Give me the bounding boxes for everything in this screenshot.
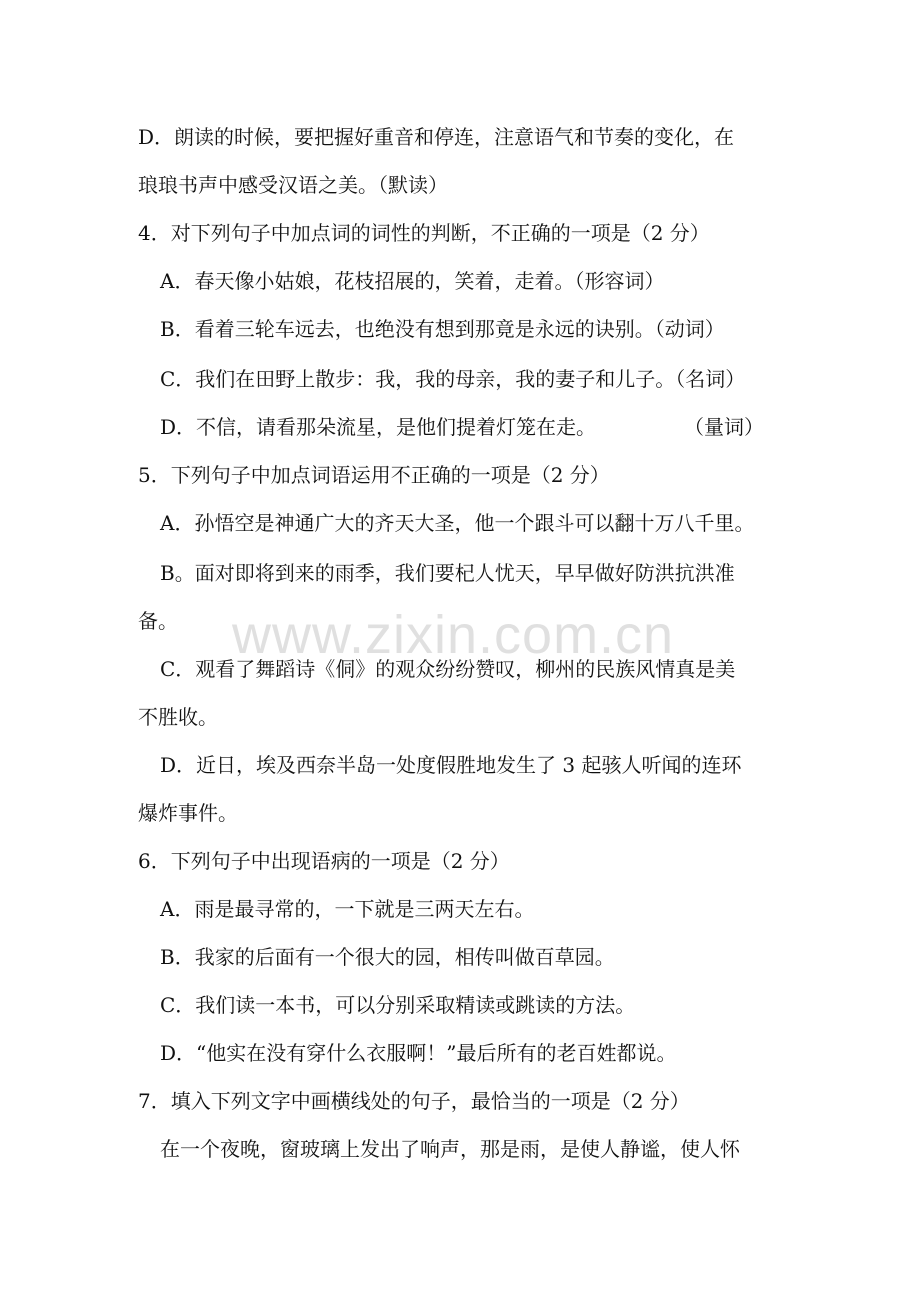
q6-option-d: D．“他实在没有穿什么衣服啊！”最后所有的老百姓都说。 — [160, 1041, 677, 1065]
q5-option-b-line-2: 备。 — [138, 609, 178, 633]
question-7-stem: 7．填入下列文字中画横线处的句子，最恰当的一项是（2 分） — [138, 1089, 690, 1113]
option-d-line-2: 琅琅书声中感受汉语之美。（默读） — [138, 173, 448, 197]
question-4-stem: 4．对下列句子中加点词的词性的判断，不正确的一项是（2 分） — [138, 221, 710, 245]
watermark: www.zixin.com.cn — [232, 605, 675, 665]
q4-option-a: A．春天像小姑娘，花枝招展的，笑着，走着。（形容词） — [160, 269, 665, 293]
question-5-stem: 5．下列句子中加点词语运用不正确的一项是（2 分） — [138, 463, 610, 487]
option-d-line-1: D．朗读的时候，要把握好重音和停连，注意语气和节奏的变化，在 — [138, 125, 735, 149]
q5-option-c-line-1: C．观看了舞蹈诗《侗》的观众纷纷赞叹，柳州的民族风情真是美 — [160, 657, 736, 681]
q6-option-b: B．我家的后面有一个很大的园，相传叫做百草园。 — [160, 945, 615, 969]
q6-option-a: A．雨是最寻常的，一下就是三两天左右。 — [160, 897, 535, 921]
q4-option-c: C．我们在田野上散步：我，我的母亲，我的妻子和儿子。（名词） — [160, 367, 746, 391]
q5-option-a: A．孙悟空是神通广大的齐天大圣，他一个跟斗可以翻十万八千里。 — [160, 511, 755, 535]
q4-option-b: B．看着三轮车远去，也绝没有想到那竟是永远的诀别。（动词） — [160, 317, 725, 341]
q4-option-d: D．不信，请看那朵流星，是他们提着灯笼在走。 — [160, 415, 597, 439]
q6-option-c: C．我们读一本书，可以分别采取精读或跳读的方法。 — [160, 993, 636, 1017]
q5-option-d-line-2: 爆炸事件。 — [138, 801, 238, 825]
question-6-stem: 6．下列句子中出现语病的一项是（2 分） — [138, 849, 510, 873]
q4-option-d-answer: （量词） — [684, 415, 764, 439]
q5-option-b-line-1: B。面对即将到来的雨季，我们要杞人忧天，早早做好防洪抗洪准 — [160, 561, 735, 585]
q5-option-c-line-2: 不胜收。 — [138, 705, 218, 729]
q7-passage-line-1: 在一个夜晚，窗玻璃上发出了响声，那是雨，是使人静谧，使人怀 — [160, 1137, 740, 1161]
q5-option-d-line-1: D．近日，埃及西奈半岛一处度假胜地发生了 3 起骇人听闻的连环 — [160, 753, 742, 777]
